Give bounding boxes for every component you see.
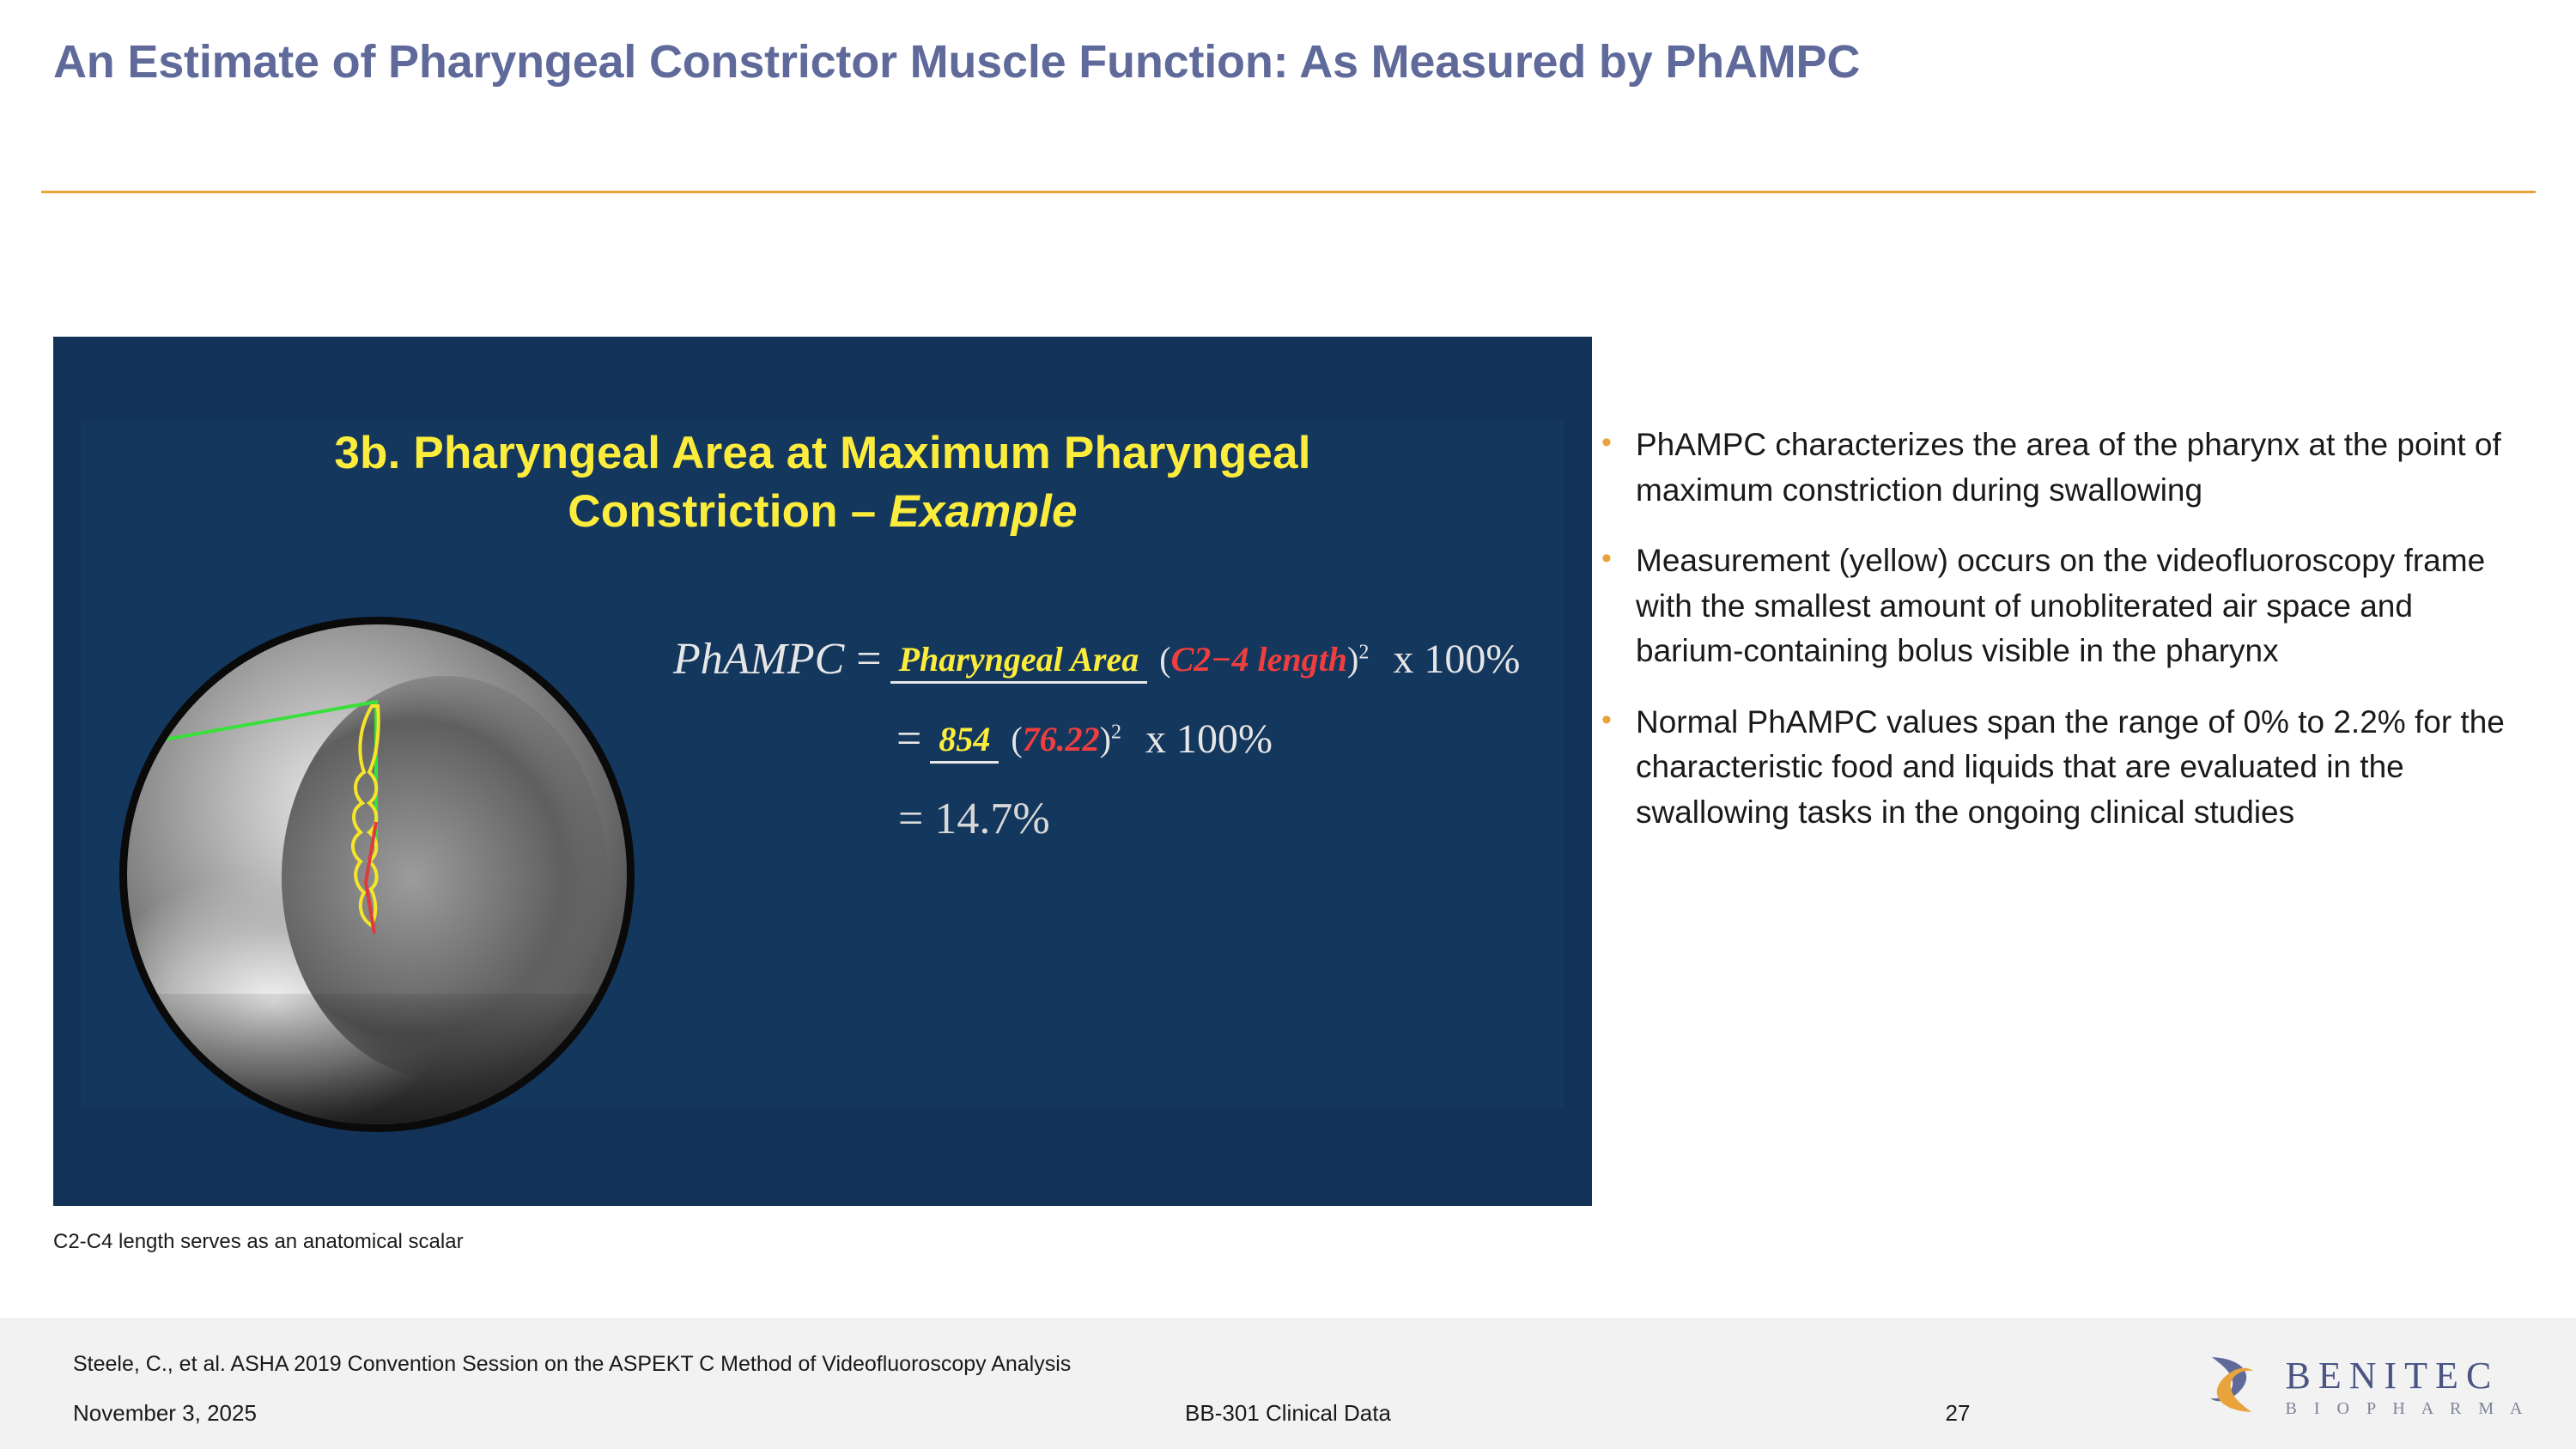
logo-subtitle: B I O P H A R M A <box>2285 1398 2529 1418</box>
equation-row-3 <box>898 794 1540 844</box>
figure-heading <box>81 419 1564 541</box>
figure-heading-line2 <box>81 483 1564 541</box>
figure-image <box>53 337 1592 1206</box>
footer-band <box>0 1318 2576 1449</box>
xray-tracing-overlay <box>127 624 635 1132</box>
figure-caption: C2-C4 length serves as an anatomical scalar <box>53 1230 464 1253</box>
bullet-dot-icon: • <box>1601 542 1612 575</box>
equation-denominator-1: (C2−4 length)$^2$ <box>1159 640 1370 679</box>
logo-name: BENITEC <box>2285 1354 2500 1397</box>
equation-fraction-2 <box>930 719 1130 759</box>
figure-inner-panel <box>81 419 1564 1108</box>
equation-equals-1: = <box>856 635 882 684</box>
footer-page-number: 27 <box>1945 1400 1971 1426</box>
equation-result: = 14.7% <box>898 795 1050 843</box>
equation-numerator-1: Pharyngeal Area <box>890 640 1148 684</box>
title-block <box>53 34 2526 91</box>
list-item <box>1601 700 2520 836</box>
logo-text <box>2285 1354 2529 1418</box>
bullet-text: Normal PhAMPC values span the range of 0% to 2.2% for the characteristic food and liquids that are evaluated in the swallowing tasks in the ongoing clinical studies <box>1636 703 2505 830</box>
equation-denominator-1-exponent: 2 <box>1358 641 1370 664</box>
figure-heading-line1: 3b. Pharyngeal Area at Maximum Pharyngeal <box>334 428 1311 478</box>
figure-heading-line2-italic: Example <box>889 485 1078 537</box>
company-logo <box>2195 1350 2529 1423</box>
figure-wrapper <box>53 337 1592 1254</box>
equation-denominator-2-text: 76.22 <box>1022 720 1100 758</box>
benitec-swirl-icon <box>2195 1350 2269 1423</box>
equation-denominator-2: $(76.22)^2$ <box>1011 720 1121 758</box>
equation-tail-1: x 100% <box>1393 636 1521 682</box>
equation-numerator-2: 854 <box>930 720 999 764</box>
equation-denominator-2-exponent: 2 <box>1110 721 1121 744</box>
footer-date: November 3, 2025 <box>73 1400 257 1426</box>
equation-denominator-1-text: C2−4 length <box>1170 640 1347 679</box>
bullet-dot-icon: • <box>1601 426 1612 459</box>
footer-center-label: BB-301 Clinical Data <box>1185 1400 1391 1426</box>
title-divider <box>41 191 2536 193</box>
equation-row-2 <box>896 714 1540 764</box>
bullet-text: Measurement (yellow) occurs on the videofluoroscopy frame with the smallest amount of unobliterated air space and barium-containing bolus visible in the pharynx <box>1636 543 2486 669</box>
list-item <box>1601 539 2520 674</box>
equation-equals-2: = <box>896 715 922 764</box>
bullet-text: PhAMPC characterizes the area of the pharynx at the point of maximum constriction during swallowing <box>1636 427 2501 508</box>
page-title: An Estimate of Pharyngeal Constrictor Muscle Function: As Measured by PhAMPC <box>53 36 1861 88</box>
equation-fraction-1 <box>890 639 1378 679</box>
equation-row-1 <box>673 634 1540 685</box>
equation-tail-2: x 100% <box>1145 716 1273 762</box>
list-item <box>1601 423 2520 513</box>
equation-lhs: PhAMPC <box>673 635 845 684</box>
source-citation: Steele, C., et al. ASHA 2019 Convention Session on the ASPEKT C Method of Videofluoroscopy Analysis <box>73 1352 1072 1376</box>
phampc-equation <box>673 634 1540 874</box>
figure-heading-line2-plain: Constriction – <box>568 485 890 537</box>
videofluoroscopy-xray-image <box>119 617 635 1132</box>
bullet-list <box>1601 423 2520 861</box>
bullet-dot-icon: • <box>1601 703 1612 736</box>
